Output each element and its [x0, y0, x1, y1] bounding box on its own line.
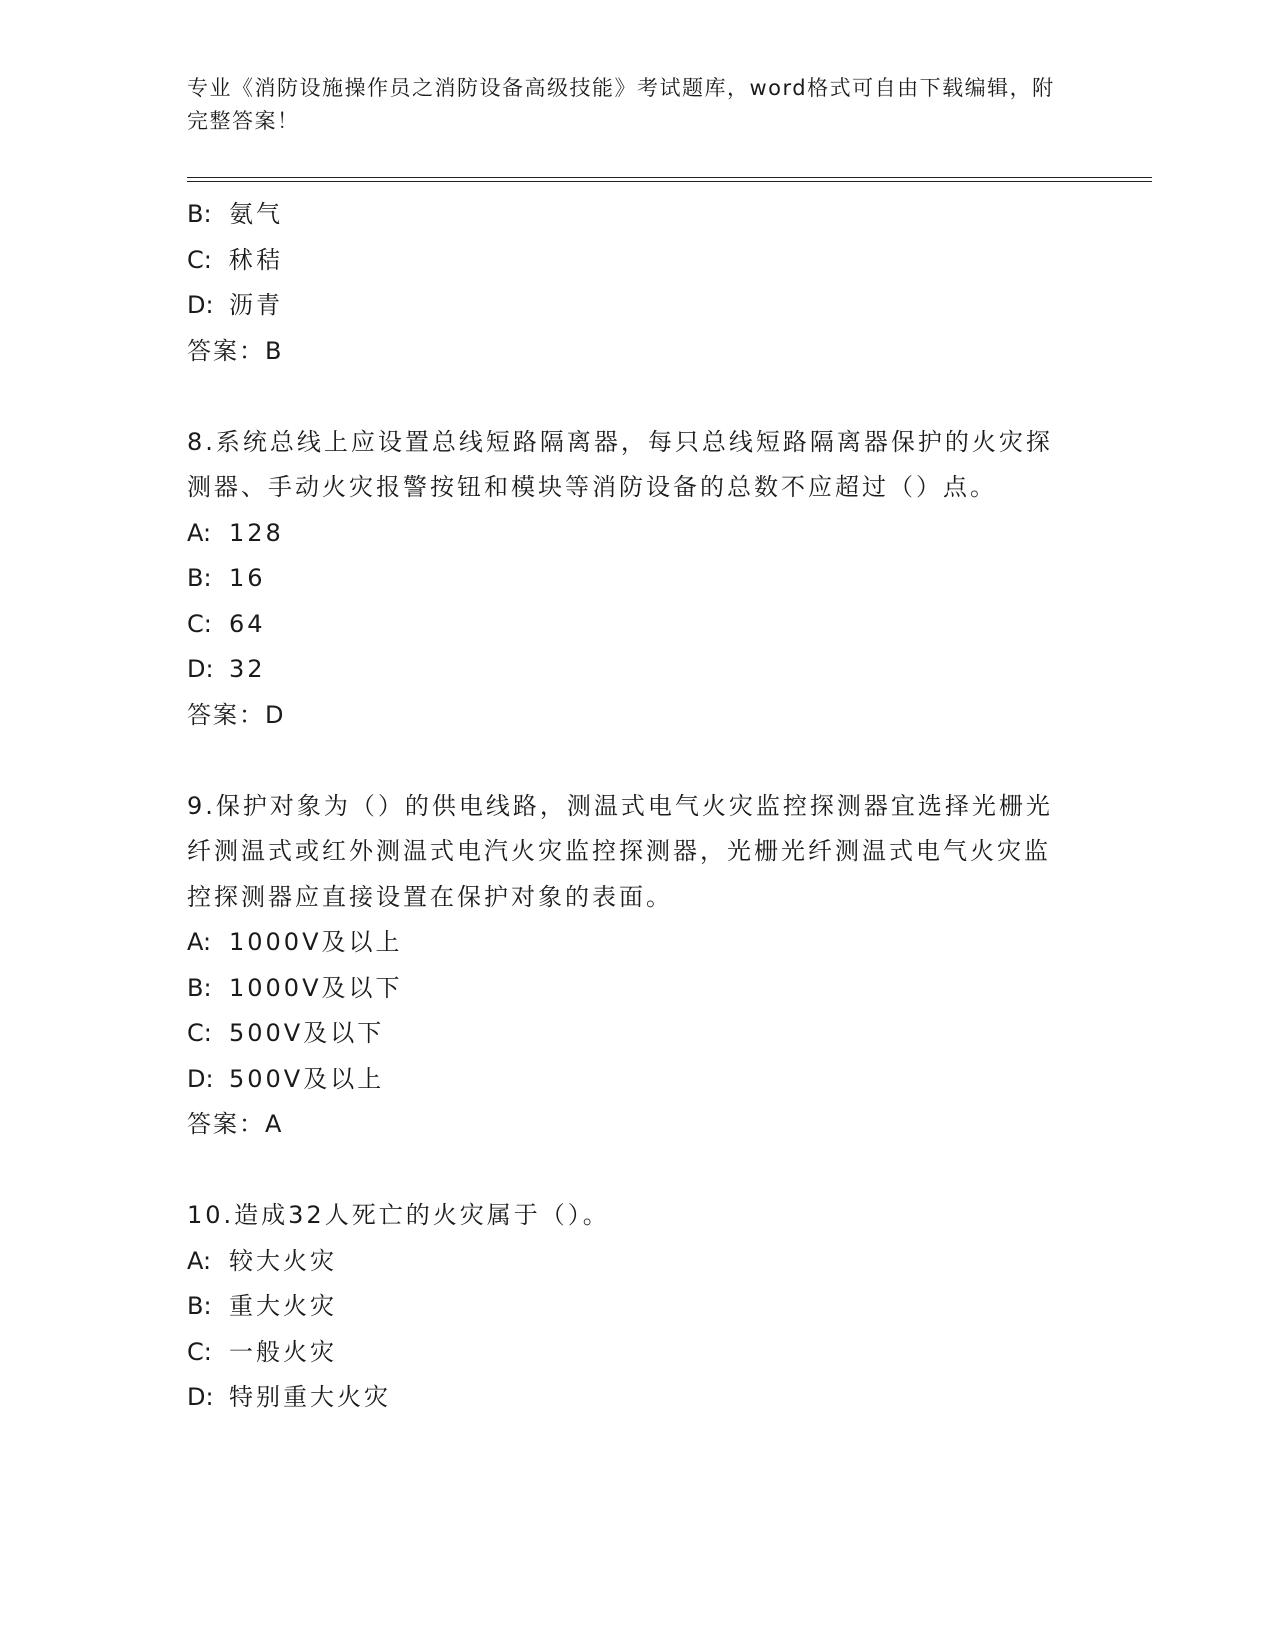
question-text: 8.系统总线上应设置总线短路隔离器，每只总线短路隔离器保护的火灾探测器、手动火灾报警按钮和模块等消防设备的总数不应超过（）点。	[187, 427, 1053, 501]
option-item	[187, 1330, 1067, 1376]
option-key: C:	[187, 245, 212, 274]
option-item	[187, 602, 1067, 648]
question-9	[187, 784, 1067, 1148]
option-key: D:	[187, 291, 214, 319]
option-key: C:	[187, 609, 212, 638]
option-text: 32	[229, 655, 266, 683]
option-item	[187, 1057, 1067, 1103]
option-text: 一般火灾	[229, 1337, 337, 1366]
option-text: 64	[229, 609, 266, 638]
option-key: B:	[187, 1292, 212, 1320]
option-item	[187, 966, 1067, 1012]
option-text: 较大火灾	[229, 1246, 337, 1275]
answer-line: 答案：B	[187, 336, 284, 365]
question-list	[187, 192, 1067, 1421]
option-text: 1000V及以下	[229, 973, 403, 1002]
option-key: C:	[187, 1337, 212, 1366]
spacer	[187, 738, 1067, 784]
header-divider	[187, 181, 1152, 182]
option-key: B:	[187, 564, 212, 592]
option-key: A:	[187, 928, 212, 956]
question-10	[187, 1193, 1067, 1421]
option-text: 500V及以下	[229, 1019, 385, 1047]
option-item	[187, 1239, 1067, 1285]
option-item	[187, 511, 1067, 557]
option-item	[187, 1375, 1067, 1421]
question-text: 10.造成32人死亡的火灾属于（）。	[187, 1201, 610, 1229]
option-text: 1000V及以上	[229, 928, 403, 956]
option-key: A:	[187, 1246, 212, 1275]
option-key: D:	[187, 1064, 214, 1093]
option-key: C:	[187, 1019, 212, 1047]
option-item	[187, 1284, 1067, 1330]
option-item	[187, 556, 1067, 602]
option-item	[187, 1011, 1067, 1057]
option-text: 16	[229, 564, 266, 592]
option-item	[187, 920, 1067, 966]
option-text: 氨气	[229, 200, 283, 228]
option-item	[187, 647, 1067, 693]
option-text: 秫秸	[229, 245, 283, 274]
option-text: 重大火灾	[229, 1292, 337, 1320]
answer-line: 答案：A	[187, 1110, 284, 1138]
header-divider	[187, 177, 1152, 178]
spacer	[187, 1148, 1067, 1194]
partial-question	[187, 192, 1067, 374]
option-key: B:	[187, 200, 212, 228]
option-item	[187, 283, 1067, 329]
option-key: D:	[187, 1383, 214, 1411]
page-header: 专业《消防设施操作员之消防设备高级技能》考试题库，word格式可自由下载编辑，附完整答案！	[187, 76, 1055, 133]
option-key: B:	[187, 973, 212, 1002]
option-text: 特别重大火灾	[229, 1383, 391, 1411]
question-text: 9.保护对象为（）的供电线路，测温式电气火灾监控探测器宜选择光栅光纤测温式或红外测温式电汽火灾监控探测器，光栅光纤测温式电气火灾监控探测器应直接设置在保护对象的表面。	[187, 791, 1053, 911]
option-key: D:	[187, 655, 214, 683]
spacer	[187, 374, 1067, 420]
option-text: 沥青	[229, 291, 283, 319]
option-text: 500V及以上	[229, 1064, 385, 1093]
question-8	[187, 420, 1067, 739]
option-item	[187, 238, 1067, 284]
answer-line: 答案：D	[187, 700, 286, 729]
option-key: A:	[187, 518, 212, 547]
option-text: 128	[229, 518, 284, 547]
option-item	[187, 192, 1067, 238]
